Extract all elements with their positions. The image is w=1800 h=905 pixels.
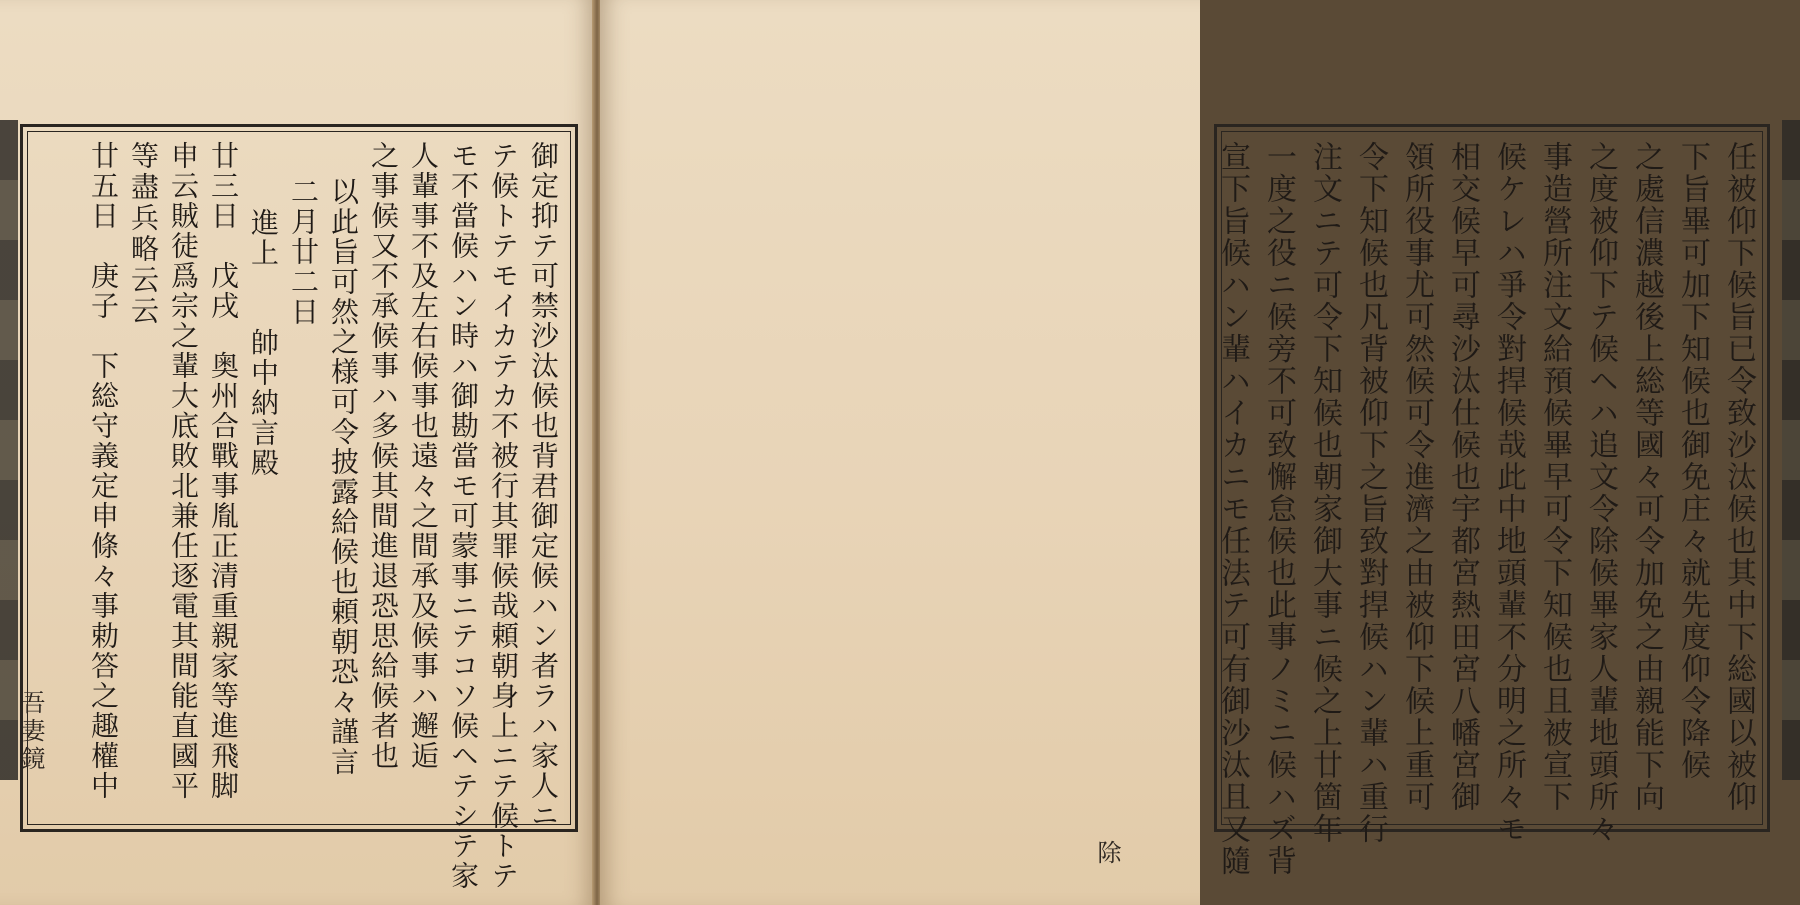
- right-page: [600, 0, 1756, 905]
- left-column-12: 廿五日 庚子 下総守義定申條々事勅答之趣權中: [87, 141, 120, 801]
- right-column-4: 之度被仰下テ候ヘハ追文令除候畢家人輩地頭所々: [1583, 141, 1618, 845]
- right-column-1: 任被仰下候旨已令致沙汰候也其中下総國以被仰: [1721, 141, 1756, 813]
- right-text-columns: [1215, 141, 1761, 877]
- left-column-6: 以此旨可然之様可令披露給候也頼朝恐々謹言: [327, 177, 360, 778]
- left-column-11: 等盡兵略云云: [127, 141, 160, 327]
- right-column-6: 候ケレハ爭令對捍候哉此中地頭輩不分明之所々モ: [1491, 141, 1526, 845]
- right-column-8: 領所役事尤可然候可令進濟之由被仰下候上重可: [1399, 141, 1434, 813]
- left-column-5: 之事候又不承候事ハ多候其間進退恐思給候者也: [367, 141, 400, 771]
- left-text-columns: [35, 141, 563, 891]
- right-column-2: 下旨畢可加下知候也御免庄々就先度仰令降候: [1675, 141, 1710, 781]
- right-column-3: 之處信濃越後上総等國々可令加免之由親能下向: [1629, 141, 1664, 813]
- right-column-5: 事造營所注文給預候畢早可令下知候也且被宣下: [1537, 141, 1572, 813]
- left-column-10: 申云賊徒爲宗之輩大底敗北兼任逐電其間能直國平: [167, 141, 200, 801]
- left-column-3: モ不當候ハン時ハ御勘當モ可蒙事ニテコソ候ヘテシテ家: [447, 141, 480, 891]
- right-column-10: 注文ニテ可令下知候也朝家御大事ニ候之上廿箇年: [1307, 141, 1342, 845]
- right-column-9: 令下知候也凡背被仰下之旨致對捍候ハン輩ハ重行: [1353, 141, 1388, 845]
- left-column-2: テ候トテモイカテカ不被行其罪候哉頼朝身上ニテ候トテ: [487, 141, 520, 891]
- right-column-7: 相交候早可尋沙汰仕候也宇都宮熱田宮八幡宮御: [1445, 141, 1480, 813]
- right-column-12: 宣下旨候ハン輩ハイカニモ任法テ可有御沙汰且又隨: [1215, 141, 1250, 877]
- left-column-addressee: 進上 帥中納言殿: [247, 208, 280, 479]
- left-column-4: 人輩事不及左右候事也遠々之間承及候事ハ邂逅: [407, 141, 440, 771]
- left-text-frame: [20, 124, 578, 891]
- left-page: [0, 0, 594, 905]
- right-column-11: 一度之役ニ候旁不可致懈怠候也此事ノミニ候ハズ背: [1261, 141, 1296, 877]
- left-column-date: 二月廿二日: [287, 177, 320, 328]
- left-column-1: 御定抑テ可禁沙汰候也背君御定候ハン者ラハ家人ニ: [527, 141, 560, 831]
- left-column-9: 廿三日 戊戌 奥州合戰事胤正清重親家等進飛脚: [207, 141, 240, 801]
- right-page-edge: [1782, 120, 1800, 780]
- right-text-frame: [1214, 124, 1770, 877]
- left-margin-label: 吾妻鏡: [17, 690, 45, 774]
- left-page-edge: [0, 120, 18, 780]
- right-margin-note: 除: [1093, 840, 1121, 868]
